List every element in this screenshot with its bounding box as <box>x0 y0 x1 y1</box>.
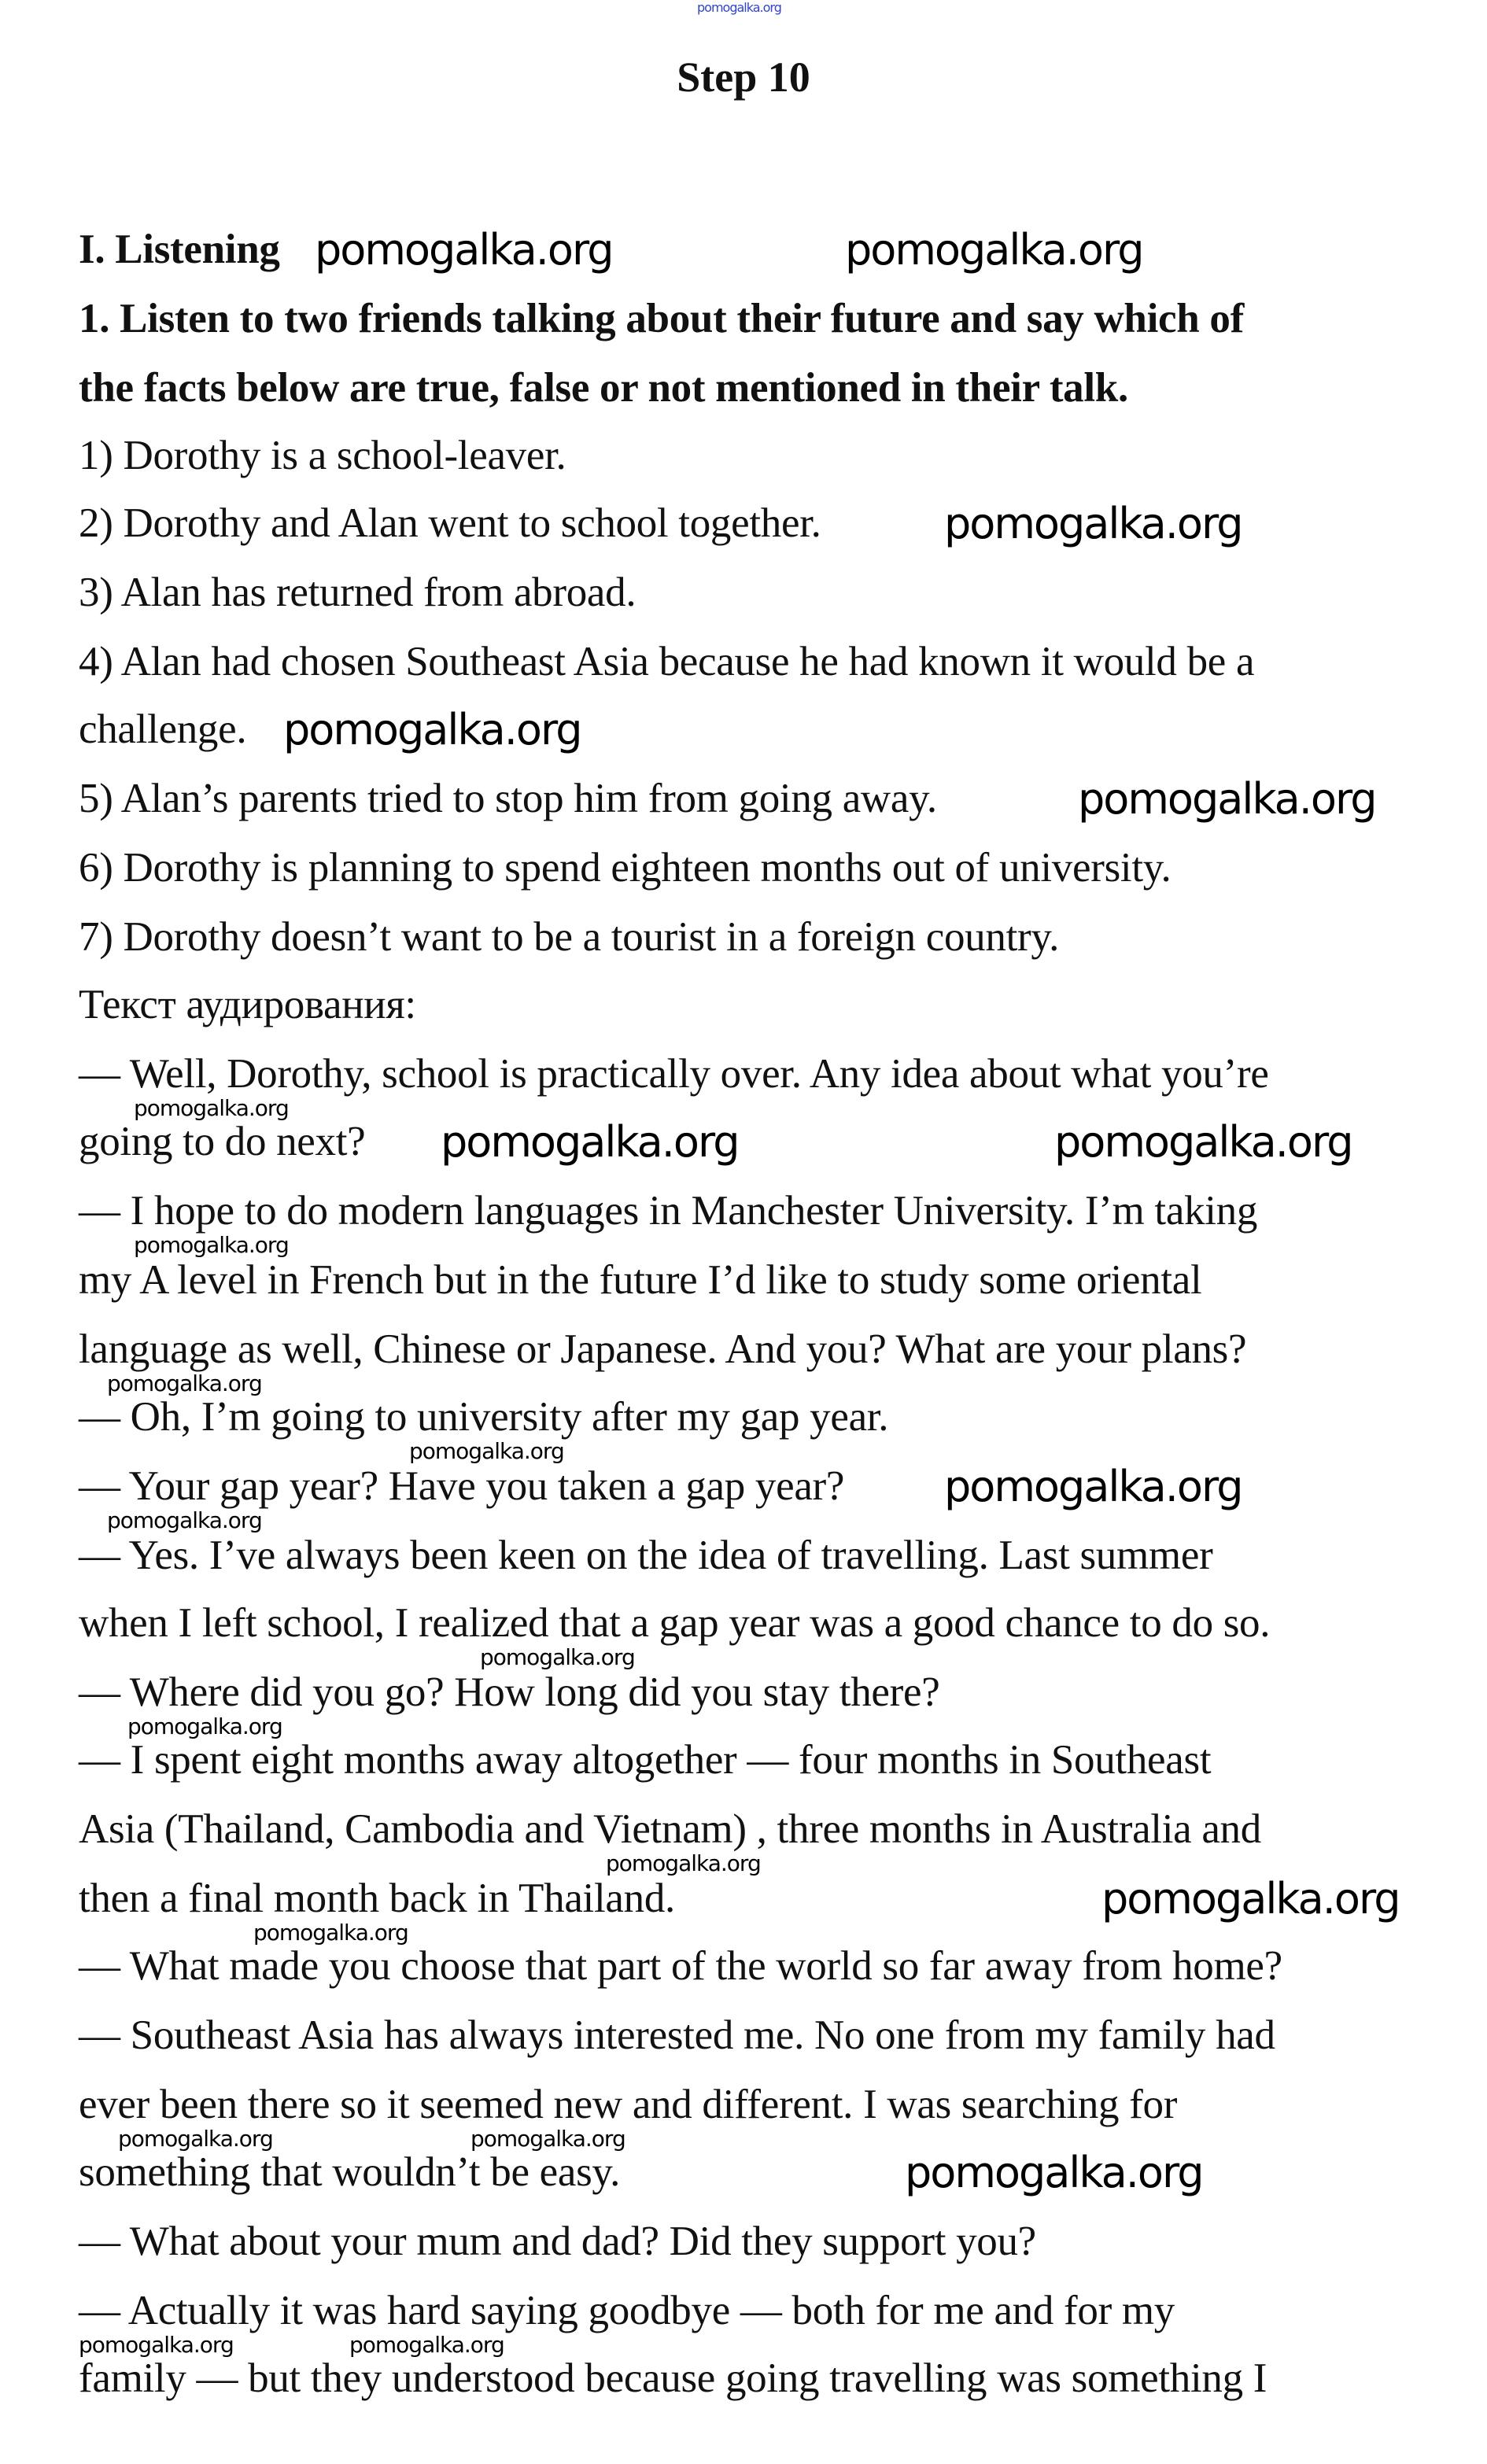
watermark: pomogalka.org <box>944 499 1242 548</box>
watermark: pomogalka.org <box>905 2148 1203 2197</box>
text-line: — Where did you go? How long did you stay there? <box>79 1669 940 1715</box>
text-line: — What made you choose that part of the world so far away from home? <box>79 1943 1282 1989</box>
text-line: — Your gap year? Have you taken a gap year? <box>79 1463 845 1509</box>
text-line: — Well, Dorothy, school is practically over. Any idea about what you’re <box>79 1051 1269 1097</box>
watermark: pomogalka.org <box>107 1370 262 1396</box>
text-line: ever been there so it seemed new and different. I was searching for <box>79 2082 1178 2127</box>
watermark: pomogalka.org <box>606 1850 761 1876</box>
text-line: 4) Alan had chosen Southeast Asia because he had known it would be a <box>79 639 1255 684</box>
text-line: — I hope to do modern languages in Manchester University. I’m taking <box>79 1188 1258 1234</box>
section-heading: I. Listening <box>79 227 280 272</box>
text-line: — I spent eight months away altogether — four months in Southeast <box>79 1737 1212 1783</box>
text-line: then a final month back in Thailand. <box>79 1876 675 1921</box>
watermark: pomogalka.org <box>845 225 1143 275</box>
text-line: Текст аудирования: <box>79 982 416 1027</box>
watermark: pomogalka.org <box>944 1462 1242 1511</box>
watermark: pomogalka.org <box>480 1644 635 1670</box>
text-line: challenge. <box>79 706 247 752</box>
watermark: pomogalka.org <box>134 1232 289 1258</box>
text-line: Asia (Thailand, Cambodia and Vietnam) , three months in Australia and <box>79 1806 1261 1852</box>
text-line: 2) Dorothy and Alan went to school together. <box>79 500 821 546</box>
text-line: 1) Dorothy is a school-leaver. <box>79 433 566 478</box>
text-line: — Actually it was hard saying goodbye — both for me and for my <box>79 2288 1175 2333</box>
text-line: going to do next? <box>79 1119 366 1164</box>
watermark: pomogalka.org <box>253 1920 408 1946</box>
watermark: pomogalka.org <box>470 2126 625 2152</box>
watermark: pomogalka.org <box>315 225 613 275</box>
watermark: pomogalka.org <box>107 1507 262 1533</box>
text-line: family — but they understood because going travelling was something I <box>79 2355 1267 2401</box>
text-line: 7) Dorothy doesn’t want to be a tourist in a foreign country. <box>79 914 1060 960</box>
watermark: pomogalka.org <box>441 1117 739 1167</box>
task-instruction-line: the facts below are true, false or not mentioned in their talk. <box>79 365 1128 411</box>
text-line: — Oh, I’m going to university after my gap year. <box>79 1394 889 1440</box>
watermark: pomogalka.org <box>349 2332 504 2358</box>
text-line: when I left school, I realized that a gap year was a good chance to do so. <box>79 1600 1271 1646</box>
text-line: — What about your mum and dad? Did they support you? <box>79 2219 1036 2264</box>
text-line: — Southeast Asia has always interested me. No one from my family had <box>79 2012 1275 2058</box>
task-instruction-line: 1. Listen to two friends talking about their future and say which of <box>79 296 1244 341</box>
watermark: pomogalka.org <box>118 2126 273 2152</box>
watermark: pomogalka.org <box>409 1438 564 1464</box>
page-title: Step 10 <box>677 53 810 101</box>
watermark: pomogalka.org <box>79 2332 234 2358</box>
watermark: pomogalka.org <box>1054 1117 1352 1167</box>
text-line: — Yes. I’ve always been keen on the idea of travelling. Last summer <box>79 1533 1213 1578</box>
watermark: pomogalka.org <box>127 1713 282 1739</box>
text-line: language as well, Chinese or Japanese. And you? What are your plans? <box>79 1326 1247 1372</box>
text-line: 3) Alan has returned from abroad. <box>79 570 636 615</box>
watermark-top[interactable]: pomogalka.org <box>697 0 781 15</box>
watermark: pomogalka.org <box>1101 1874 1400 1924</box>
watermark: pomogalka.org <box>1078 774 1376 824</box>
watermark: pomogalka.org <box>283 705 581 754</box>
watermark: pomogalka.org <box>134 1095 289 1121</box>
text-line: 6) Dorothy is planning to spend eighteen months out of university. <box>79 845 1172 891</box>
text-line: something that wouldn’t be easy. <box>79 2149 621 2195</box>
text-line: my A level in French but in the future I’d like to study some oriental <box>79 1257 1202 1303</box>
text-line: 5) Alan’s parents tried to stop him from going away. <box>79 776 937 821</box>
